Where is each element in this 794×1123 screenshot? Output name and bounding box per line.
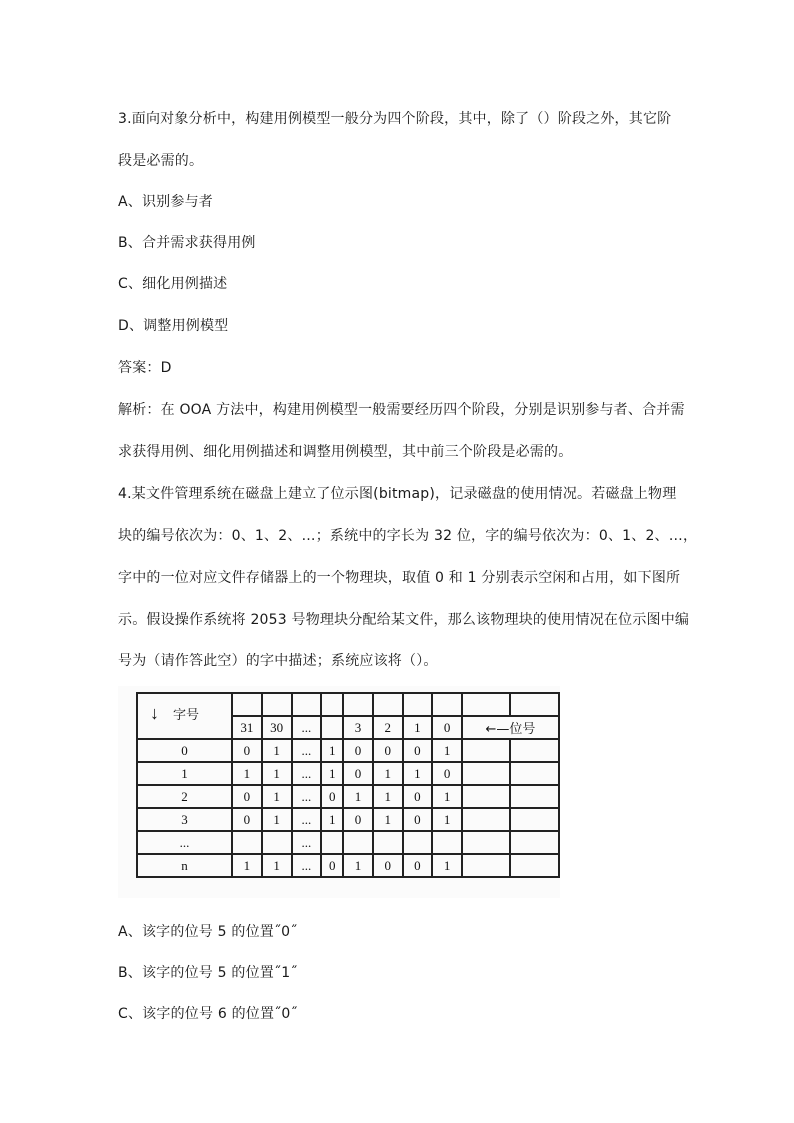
- bit-cell: ...: [292, 739, 322, 762]
- q4-option-b: B、该字的位号 5 的位置˝1˝: [118, 965, 298, 981]
- bit-cell: 0: [403, 808, 433, 831]
- bit-cell: ...: [292, 854, 322, 877]
- q4-stem-line5: 号为（请作答此空）的字中描述；系统应该将（）。: [118, 653, 438, 669]
- bit-cell: 1: [262, 762, 292, 785]
- q3-option-c: C、细化用例描述: [118, 276, 228, 292]
- q3-option-d: D、调整用例模型: [118, 318, 229, 334]
- empty-cell: [462, 854, 510, 877]
- bit-cell: [262, 831, 292, 854]
- q4-stem-line3: 字中的一位对应文件存储器上的一个物理块，取值 0 和 1 分别表示空闲和占用，如下图所: [118, 570, 681, 586]
- word-number-header: [137, 693, 232, 739]
- q4-option-c: C、该字的位号 6 的位置˝0˝: [118, 1006, 298, 1022]
- bitmap-table: [136, 692, 560, 878]
- bit-cell: 0: [403, 785, 433, 808]
- word-number-cell: 3: [137, 808, 232, 831]
- bitmap-row: [137, 762, 559, 785]
- empty-cell: [462, 785, 510, 808]
- bitmap-row: [137, 808, 559, 831]
- bit-cell: 0: [343, 739, 373, 762]
- bit-cell: 1: [262, 739, 292, 762]
- bit-cell: 1: [432, 854, 462, 877]
- bit-cell: [232, 831, 262, 854]
- bit-cell: 1: [262, 785, 292, 808]
- bitmap-row: [137, 785, 559, 808]
- bit-cell: 0: [232, 785, 262, 808]
- bit-cell: [321, 831, 343, 854]
- bit-cell: 1: [343, 785, 373, 808]
- word-number-cell: 0: [137, 739, 232, 762]
- bit-cell: ...: [292, 831, 322, 854]
- bit-cell: 1: [321, 762, 343, 785]
- q3-option-b: B、合并需求获得用例: [118, 235, 256, 251]
- bit-cell: 1: [373, 808, 403, 831]
- bit-header: 3: [343, 716, 373, 739]
- q3-option-a: A、识别参与者: [118, 194, 213, 210]
- bit-cell: 1: [432, 785, 462, 808]
- bit-cell: 1: [432, 808, 462, 831]
- bit-position-label: ←—位号: [462, 716, 559, 739]
- bit-cell: ...: [292, 762, 322, 785]
- bit-cell: 1: [321, 808, 343, 831]
- empty-cell: [510, 762, 559, 785]
- bit-cell: [432, 831, 462, 854]
- bit-cell: 0: [403, 739, 433, 762]
- q4-stem-line2: 块的编号依次为：0、1、2、…；系统中的字长为 32 位，字的编号依次为：0、1、2、…，: [118, 528, 698, 544]
- empty-cell: [510, 808, 559, 831]
- bit-cell: 0: [343, 762, 373, 785]
- q3-analysis-line2: 求获得用例、细化用例描述和调整用例模型，其中前三个阶段是必需的。: [118, 444, 573, 460]
- empty-cell: [462, 739, 510, 762]
- bit-header: 31: [232, 716, 262, 739]
- bitmap-figure: [118, 686, 560, 898]
- bit-header: 1: [403, 716, 433, 739]
- word-number-cell: ...: [137, 831, 232, 854]
- bit-cell: 1: [232, 854, 262, 877]
- empty-cell: [462, 831, 510, 854]
- bit-header: 0: [432, 716, 462, 739]
- word-number-cell: 1: [137, 762, 232, 785]
- q3-analysis-line1: 解析：在 OOA 方法中，构建用例模型一般需要经历四个阶段，分别是识别参与者、合并需: [118, 402, 685, 418]
- q3-stem-line2: 段是必需的。: [118, 153, 204, 169]
- bit-cell: 0: [343, 808, 373, 831]
- bit-cell: 1: [262, 854, 292, 877]
- bitmap-row: [137, 831, 559, 854]
- bit-header: ...: [292, 716, 322, 739]
- word-number-cell: 2: [137, 785, 232, 808]
- down-arrow-icon: ↓: [150, 703, 159, 723]
- bit-cell: ...: [292, 808, 322, 831]
- bitmap-row: [137, 739, 559, 762]
- empty-cell: [462, 762, 510, 785]
- q3-stem-line1: 3.面向对象分析中，构建用例模型一般分为四个阶段，其中，除了（）阶段之外，其它阶: [118, 111, 672, 127]
- bit-cell: 1: [373, 785, 403, 808]
- bit-header: [321, 716, 343, 739]
- bit-cell: 0: [321, 785, 343, 808]
- bit-cell: 1: [262, 808, 292, 831]
- bit-cell: 0: [432, 762, 462, 785]
- word-number-cell: n: [137, 854, 232, 877]
- q3-answer: 答案：D: [118, 360, 172, 376]
- bit-cell: 0: [403, 854, 433, 877]
- bit-cell: [373, 831, 403, 854]
- empty-cell: [510, 831, 559, 854]
- bit-header: 30: [262, 716, 292, 739]
- q4-stem-line1: 4.某文件管理系统在磁盘上建立了位示图(bitmap)，记录磁盘的使用情况。若磁盘上物理: [118, 486, 677, 502]
- bit-cell: 0: [373, 854, 403, 877]
- bit-cell: 0: [321, 854, 343, 877]
- empty-cell: [510, 854, 559, 877]
- bit-cell: [403, 831, 433, 854]
- bit-cell: 1: [321, 739, 343, 762]
- empty-cell: [510, 739, 559, 762]
- bit-cell: [343, 831, 373, 854]
- bit-cell: 0: [232, 739, 262, 762]
- bit-cell: ...: [292, 785, 322, 808]
- bit-cell: 1: [403, 762, 433, 785]
- word-number-label: 字号: [173, 708, 200, 723]
- bit-cell: 1: [343, 854, 373, 877]
- empty-cell: [510, 785, 559, 808]
- q4-option-a: A、该字的位号 5 的位置˝0˝: [118, 924, 298, 940]
- bit-cell: 0: [373, 739, 403, 762]
- bitmap-row: [137, 854, 559, 877]
- bit-header: 2: [373, 716, 403, 739]
- bit-cell: 1: [232, 762, 262, 785]
- q4-stem-line4: 示。假设操作系统将 2053 号物理块分配给某文件，那么该物理块的使用情况在位示图中编: [118, 612, 690, 628]
- bit-cell: 1: [432, 739, 462, 762]
- bitmap-header-row-top: [137, 693, 559, 716]
- empty-cell: [462, 808, 510, 831]
- bit-cell: 1: [373, 762, 403, 785]
- bit-cell: 0: [232, 808, 262, 831]
